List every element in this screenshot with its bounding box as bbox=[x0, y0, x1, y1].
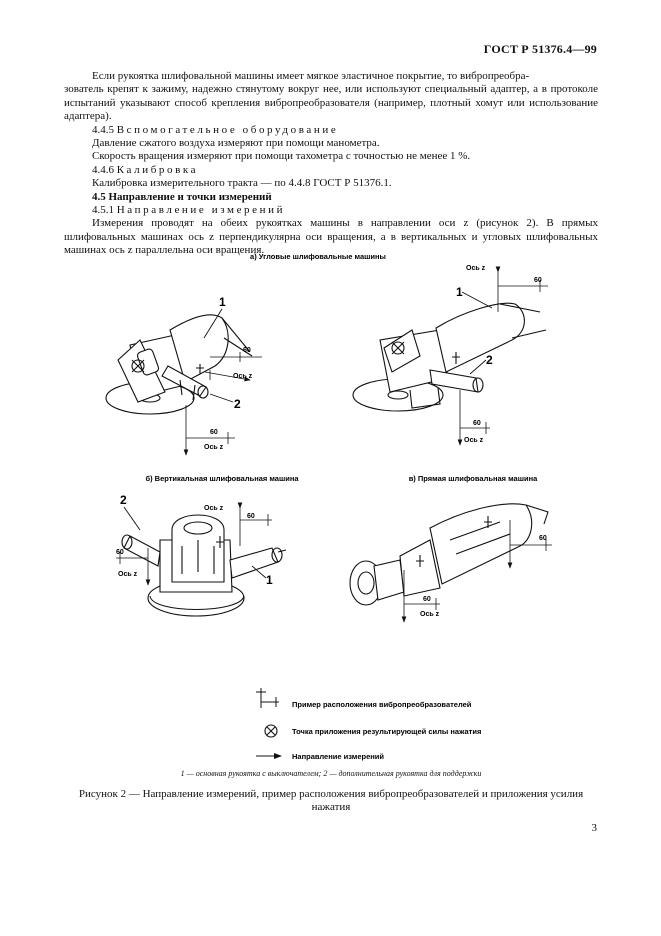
dim-60-straight-right: 60 bbox=[539, 535, 547, 542]
section-451-line1: Измерения проводят на обеих рукоятках машины в направлении оси z (рисунок 2). В прямых bbox=[92, 217, 598, 230]
section-445-title: Вспомогательное оборудование bbox=[116, 123, 339, 136]
dim-60-right-bottom: 60 bbox=[473, 420, 481, 427]
figure-caption: Рисунок 2 — Направление измерений, пример расположения вибропреобразователей и приложения усилия нажатия bbox=[78, 788, 584, 813]
axis-z-vertical-left: Ось z bbox=[118, 571, 138, 578]
dim-60-left-top: 60 bbox=[243, 347, 251, 354]
vertical-grinder bbox=[122, 515, 286, 616]
axis-z-straight-bottom: Ось z bbox=[420, 611, 440, 618]
section-445-line1: Давление сжатого воздуха измеряют при помощи манометра. bbox=[92, 137, 380, 150]
axis-z-right-top: Ось z bbox=[466, 265, 486, 272]
section-451-title: Направление измерений bbox=[116, 204, 286, 217]
panel-c-title: в) Прямая шлифовальная машина bbox=[408, 474, 538, 483]
legend-text-2: Точка приложения результирующей силы нажатия bbox=[292, 727, 482, 736]
section-446-heading: 4.4.6 Калибровка bbox=[92, 163, 199, 176]
section-445-heading: 4.4.5 Вспомогательное оборудование bbox=[92, 123, 339, 136]
label-1-right: 1 bbox=[456, 285, 463, 299]
legend bbox=[256, 688, 481, 761]
label-1-vertical: 1 bbox=[266, 573, 273, 587]
label-2-vertical: 2 bbox=[120, 493, 127, 507]
axis-z-vertical-top: Ось z bbox=[204, 505, 224, 512]
label-1-left: 1 bbox=[219, 295, 226, 309]
section-451-heading: 4.5.1 Направление измерений bbox=[92, 204, 286, 217]
page-number: 3 bbox=[591, 822, 597, 834]
panel-b-title: б) Вертикальная шлифовальная машина bbox=[145, 474, 299, 483]
para1-rest: зователь крепят к зажиму, надежно стянутому вокруг нее, или используют специальный адаптер, а в протоколе испытаний указывают способ крепления вибропреобразователя (например, плотный хомут или использование адаптера). bbox=[64, 83, 598, 123]
angle-grinder-left bbox=[106, 315, 252, 414]
axis-z-right-bottom: Ось z bbox=[464, 437, 484, 444]
dimension-vertical-top bbox=[240, 508, 272, 546]
legend-sensor-symbol bbox=[256, 688, 279, 708]
axis-z-left-bottom: Ось z bbox=[204, 444, 224, 451]
section-446-title: Калибровка bbox=[116, 163, 199, 176]
angle-grinder-right bbox=[353, 303, 546, 411]
dim-60-straight-bottom: 60 bbox=[423, 596, 431, 603]
dim-60-vertical-left: 60 bbox=[116, 549, 124, 556]
legend-text-1: Пример расположения вибропреобразователей bbox=[292, 700, 472, 709]
straight-grinder bbox=[350, 504, 548, 605]
figure-legend-caption: 1 — основная рукоятка с выключателем; 2 — дополнительная рукоятка для поддержки bbox=[180, 769, 482, 778]
panel-a-title: а) Угловые шлифовальные машины bbox=[250, 252, 386, 261]
dim-60-left-bottom: 60 bbox=[210, 429, 218, 436]
section-446-line1: Калибровка измерительного тракта — по 4.4.8 ГОСТ Р 51376.1. bbox=[92, 177, 392, 190]
label-2-right: 2 bbox=[486, 353, 493, 367]
axis-z-left-top: Ось z bbox=[233, 373, 253, 380]
legend-force-point-icon bbox=[265, 725, 277, 737]
section-451-rest: шлифовальных машинах ось z перпендикулярна оси вращения, а в вертикальных и угловых шлифовальных машинах ось z параллельна оси вращения. bbox=[64, 230, 598, 257]
para1-first-line: Если рукоятка шлифовальной машины имеет мягкое эластичное покрытие, то вибропреобра- bbox=[92, 70, 530, 82]
label-2-left: 2 bbox=[234, 397, 241, 411]
document-id-header: ГОСТ Р 51376.4—99 bbox=[483, 42, 597, 56]
section-45-heading: 4.5 Направление и точки измерений bbox=[92, 190, 272, 203]
dim-60-vertical-top: 60 bbox=[247, 513, 255, 520]
section-445-line2: Скорость вращения измеряют при помощи тахометра с точностью не менее 1 %. bbox=[92, 150, 471, 163]
dim-60-right-top: 60 bbox=[534, 277, 542, 284]
legend-text-3: Направление измерений bbox=[292, 752, 384, 761]
